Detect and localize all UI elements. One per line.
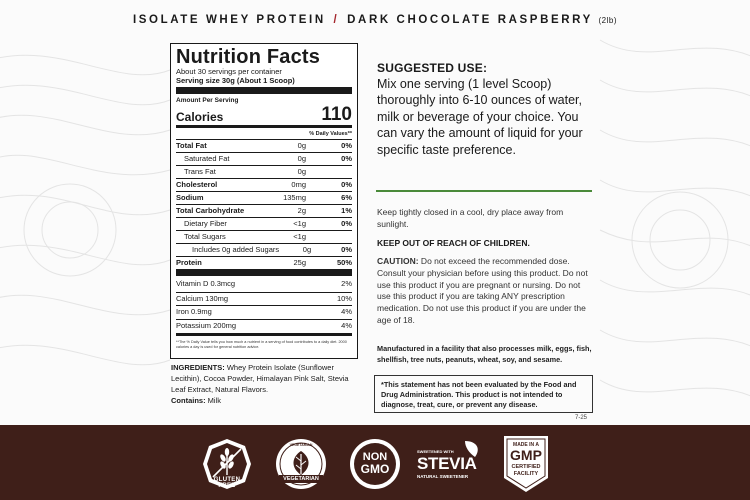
nutrient-dv: 0% xyxy=(341,219,352,228)
calories-value: 110 xyxy=(321,104,352,125)
nutrient-dv: 0% xyxy=(341,141,352,150)
non-label: NON xyxy=(362,451,388,463)
gluten-free-badge xyxy=(201,437,253,491)
product-name: ISOLATE WHEY PROTEIN xyxy=(132,14,326,26)
nutrient-name: Trans Fat xyxy=(184,167,216,176)
nutrient-row xyxy=(176,204,352,217)
contains-label: Contains: xyxy=(171,396,206,405)
nutrient-name: Saturated Fat xyxy=(184,154,230,163)
ingredients-block xyxy=(171,362,361,395)
nutrient-dv: 0% xyxy=(341,245,352,254)
vitamin-dv: 2% xyxy=(341,279,352,288)
storage-instructions: Keep tightly closed in a cool, dry place away from sunlight. xyxy=(377,207,564,229)
gmp-certified-label: CERTIFIED xyxy=(511,464,541,470)
protein-row xyxy=(176,256,352,269)
nutrient-amount: 0g xyxy=(297,141,306,150)
caution-body: Do not exceed the recommended dose. Consult your physician before using this product. Do not use this product if you are pregnant or nursing. Do not use this product if you are taking ANY prescription medication. Do not use this product if you are under the age of 18. xyxy=(377,256,588,325)
nutrient-dv: 6% xyxy=(341,193,352,202)
vegetarian-badge xyxy=(272,437,330,491)
suggested-use-body: Mix one serving (1 level Scoop) thoroughly into 6-10 ounces of water, milk or beverage of your choice. You can vary the amount of liquid for your specific taste preference. xyxy=(377,77,583,157)
protein-label: Protein xyxy=(176,258,202,267)
gluten-free-label: GLUTEN FREE xyxy=(213,477,241,489)
protein-dv: 50% xyxy=(336,258,352,267)
medium-divider-2 xyxy=(176,333,352,336)
nutrient-row xyxy=(176,243,352,256)
amount-per-serving: Amount Per Serving xyxy=(176,97,239,104)
gmp-top-label: MADE IN A xyxy=(513,442,539,448)
vitamin-table xyxy=(176,278,352,332)
thick-divider-2 xyxy=(176,269,352,276)
calories-row xyxy=(176,105,352,124)
nutrient-dv xyxy=(306,166,352,178)
thick-divider xyxy=(176,87,352,94)
nutrient-amount: <1g xyxy=(293,232,306,241)
vitamin-row xyxy=(176,278,352,292)
stevia-label: STEVIA xyxy=(417,454,477,473)
caution-text xyxy=(377,256,595,327)
children-warning: KEEP OUT OF REACH OF CHILDREN. xyxy=(377,238,530,248)
nutrient-amount: 135mg xyxy=(283,193,306,202)
daily-value-header: % Daily Values** xyxy=(309,131,352,137)
nutrient-amount: 0g xyxy=(297,154,306,163)
nutrient-dv: 0% xyxy=(341,180,352,189)
nutrient-row xyxy=(176,178,352,191)
vitamin-name: Vitamin D 0.3mcg xyxy=(176,279,236,288)
vitamin-name: Iron 0.9mg xyxy=(176,307,212,316)
nutrient-amount: 0g xyxy=(297,167,306,176)
flavor-name: DARK CHOCOLATE RASPBERRY xyxy=(347,14,593,26)
nutrient-dv xyxy=(306,231,352,243)
nutrient-name: Sodium xyxy=(176,193,204,202)
lot-code: 7-25 xyxy=(575,415,588,421)
vitamin-dv: 10% xyxy=(336,293,352,303)
gmp-facility-label: FACILITY xyxy=(513,471,539,477)
nutrient-name: Includes 0g added Sugars xyxy=(192,245,280,254)
nutrient-amount: <1g xyxy=(293,219,306,228)
gmp-label: GMP xyxy=(510,447,542,463)
calories-label: Calories xyxy=(176,110,224,124)
contains-text: Milk xyxy=(205,396,222,405)
nutrient-name: Total Carbohydrate xyxy=(176,206,245,215)
servings-per-container: About 30 servings per container xyxy=(176,67,282,76)
nutrient-row xyxy=(176,230,352,243)
vitamin-row xyxy=(176,292,352,306)
protein-amount: 25g xyxy=(293,258,306,267)
gmo-label: GMO xyxy=(360,462,390,476)
nutrient-row xyxy=(176,165,352,178)
caution-label: CAUTION: xyxy=(377,256,419,266)
nutrient-amount: 0g xyxy=(302,245,312,254)
non-gmo-badge xyxy=(349,437,401,491)
stevia-badge xyxy=(415,437,487,491)
vitamin-row xyxy=(176,319,352,333)
serving-size: Serving size 30g (About 1 Scoop) xyxy=(176,76,295,85)
nutrient-name: Dietary Fiber xyxy=(184,219,227,228)
green-divider xyxy=(376,190,592,192)
nutrition-facts-panel xyxy=(170,43,358,359)
stevia-bottom-label: NATURAL SWEETENER xyxy=(417,474,469,479)
contains-line xyxy=(171,396,221,405)
product-size: (2lb) xyxy=(598,16,618,25)
nutrient-dv: 1% xyxy=(341,206,352,215)
allergen-statement: Manufactured in a facility that also processes milk, eggs, fish, shellfish, tree nuts, peanuts, wheat, soy, and sesame. xyxy=(377,344,592,364)
nutrient-amount: 0mg xyxy=(291,180,306,189)
nutrient-name: Cholesterol xyxy=(176,180,218,189)
nutrient-row xyxy=(176,139,352,152)
ingredients-text: Whey Protein Isolate (Sunflower Lecithin), Cocoa Powder, Himalayan Pink Salt, Stevia Leaf Extract, Natural Flavors. xyxy=(171,363,349,394)
nutrition-facts-title: Nutrition Facts xyxy=(176,46,321,68)
nutrient-row xyxy=(176,217,352,230)
nutrient-name: Total Fat xyxy=(176,141,207,150)
vitamin-dv: 4% xyxy=(341,307,352,316)
vegetarian-label: VEGETARIAN xyxy=(279,475,323,483)
nutrient-row xyxy=(176,191,352,204)
stevia-top-label: SWEETENED WITH xyxy=(417,449,454,454)
nutrient-name: Total Sugars xyxy=(184,232,226,241)
product-header xyxy=(0,14,750,26)
nutrient-table xyxy=(176,139,352,256)
fda-disclaimer: *This statement has not been evaluated by the Food and Drug Administration. This product is not intended to diagnose, treat, cure, or prevent any disease. xyxy=(374,375,593,413)
vitamin-name: Calcium 130mg xyxy=(176,293,229,303)
ingredients-label: INGREDIENTS: xyxy=(171,363,225,372)
vegetarian-arc-label: VEGETARIAN xyxy=(289,443,313,447)
vitamin-row xyxy=(176,305,352,319)
daily-value-footnote: **The % Daily Value tells you how much a nutrient in a serving of food contributes to a daily diet. 2000 calories a day is used for general nutrition advice. xyxy=(176,340,347,349)
nutrient-amount: 2g xyxy=(297,206,306,215)
nutrient-dv: 0% xyxy=(341,154,352,163)
gmp-badge xyxy=(502,434,550,494)
vitamin-dv: 4% xyxy=(341,320,352,330)
vitamin-name: Potassium 200mg xyxy=(176,320,237,330)
header-separator: / xyxy=(333,14,340,26)
suggested-use-title: SUGGESTED USE: xyxy=(377,61,488,75)
nutrient-row xyxy=(176,152,352,165)
medium-divider xyxy=(176,125,352,128)
